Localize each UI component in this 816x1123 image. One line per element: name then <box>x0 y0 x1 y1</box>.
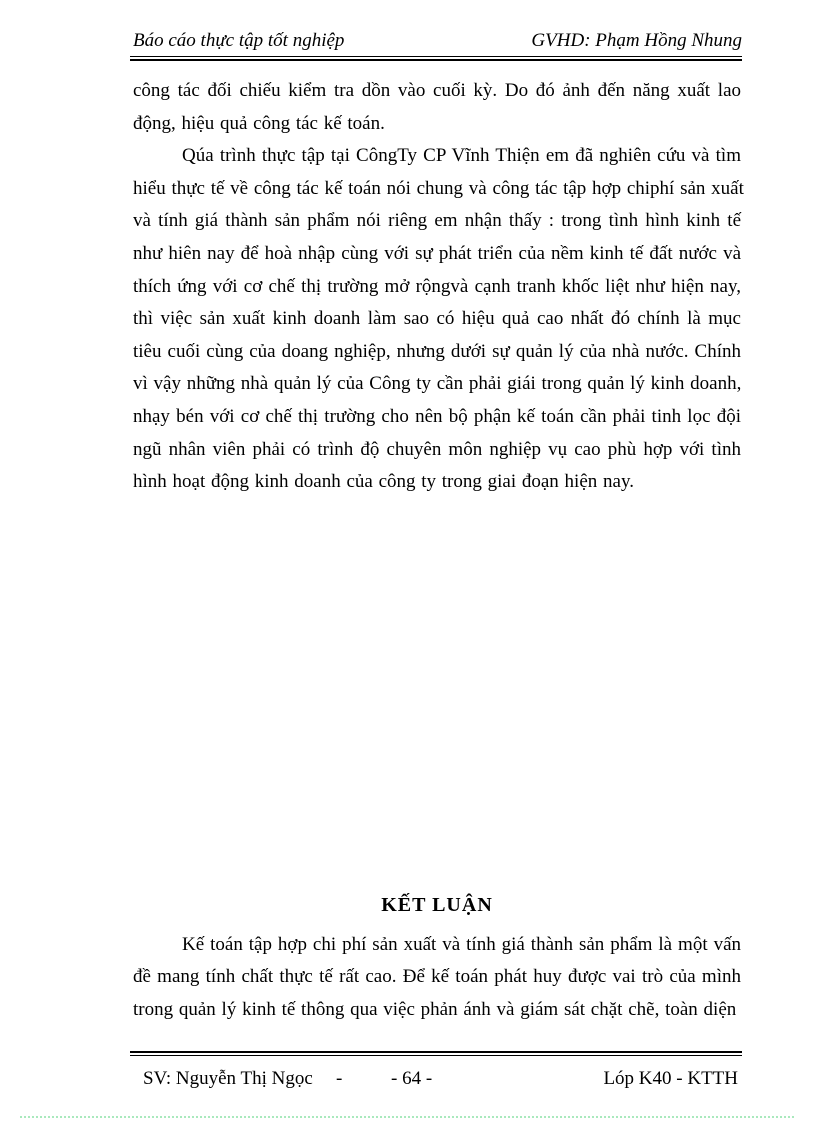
footer-page-number: - 64 - <box>391 1068 433 1089</box>
paragraph-conclusion <box>133 929 741 1027</box>
text-line: công tác đối chiếu kiểm tra dồn vào cuối kỳ. Do đó ảnh đến năng xuất lao <box>133 80 741 101</box>
header-advisor-name: GVHD: Phạm Hồng Nhung <box>531 30 742 51</box>
page-boundary-dotted-line <box>20 1116 794 1118</box>
header-report-title: Báo cáo thực tập tốt nghiệp <box>133 30 345 51</box>
text-line: Qúa trình thực tập tại CôngTy CP Vĩnh Thiện em đã nghiên cứu và tìm <box>182 145 741 167</box>
paragraph-continuation <box>133 75 741 140</box>
footer-class-label: Lóp K40 - KTTH <box>603 1068 738 1089</box>
text-line: Kế toán tập hợp chi phí sản xuất và tính giá thành sản phẩm là một vấn <box>182 933 741 955</box>
text-line: tiêu cuối cùng của doang nghiệp, nhưng dưới sự quản lý của nhà nước. Chính <box>133 340 741 362</box>
text-line: ngũ nhân viên phải có trình độ chuyên môn nghiệp vụ cao phù hợp với tình <box>133 438 741 460</box>
text-line: hình hoạt động kinh doanh của công ty trong giai đoạn hiện nay. <box>133 471 634 493</box>
text-line: và tính giá thành sản phẩm nói riêng em nhận thấy : trong tình hình kinh tế <box>133 210 741 232</box>
text-line: nhạy bén với cơ chế thị trường cho nên bộ phận kế toán cần phải tinh lọc đội <box>133 405 741 427</box>
document-body <box>133 75 744 1027</box>
page-header <box>133 29 742 53</box>
header-double-rule <box>130 56 742 61</box>
text-line: vì vậy những nhà quản lý của Công ty cần phải giái trong quản lý kinh doanh, <box>133 373 742 395</box>
conclusion-heading: KẾT LUẬN <box>381 893 493 916</box>
text-line: đề mang tính chất thực tế rất cao. Để kế toán phát huy được vai trò của mình <box>133 966 741 988</box>
footer-separator-dash: - <box>336 1068 343 1089</box>
text-line: như hiên nay để hoà nhập cùng với sự phát triển của nềm kinh tế đất nước và <box>133 242 741 264</box>
text-line: hiểu thực tế về công tác kế toán nói chung và công tác tập hợp chiphí sản xuất <box>133 177 744 199</box>
footer-double-rule <box>130 1051 742 1056</box>
text-line: trong quản lý kinh tế thông qua việc phản ánh và giám sát chặt chẽ, toàn diện <box>133 998 737 1020</box>
text-line: thích ứng với cơ chế thị trường mở rộngvà cạnh tranh khốc liệt như hiện nay, <box>133 275 741 297</box>
page-footer <box>133 1066 742 1094</box>
paragraph-internship-findings <box>133 140 744 499</box>
footer-student-name: SV: Nguyễn Thị Ngọc <box>143 1068 313 1089</box>
text-line: động, hiệu quả công tác kế toán. <box>133 112 385 134</box>
text-line: thì việc sản xuất kinh doanh làm sao có hiệu quả cao nhất đó chính là mục <box>133 308 741 330</box>
